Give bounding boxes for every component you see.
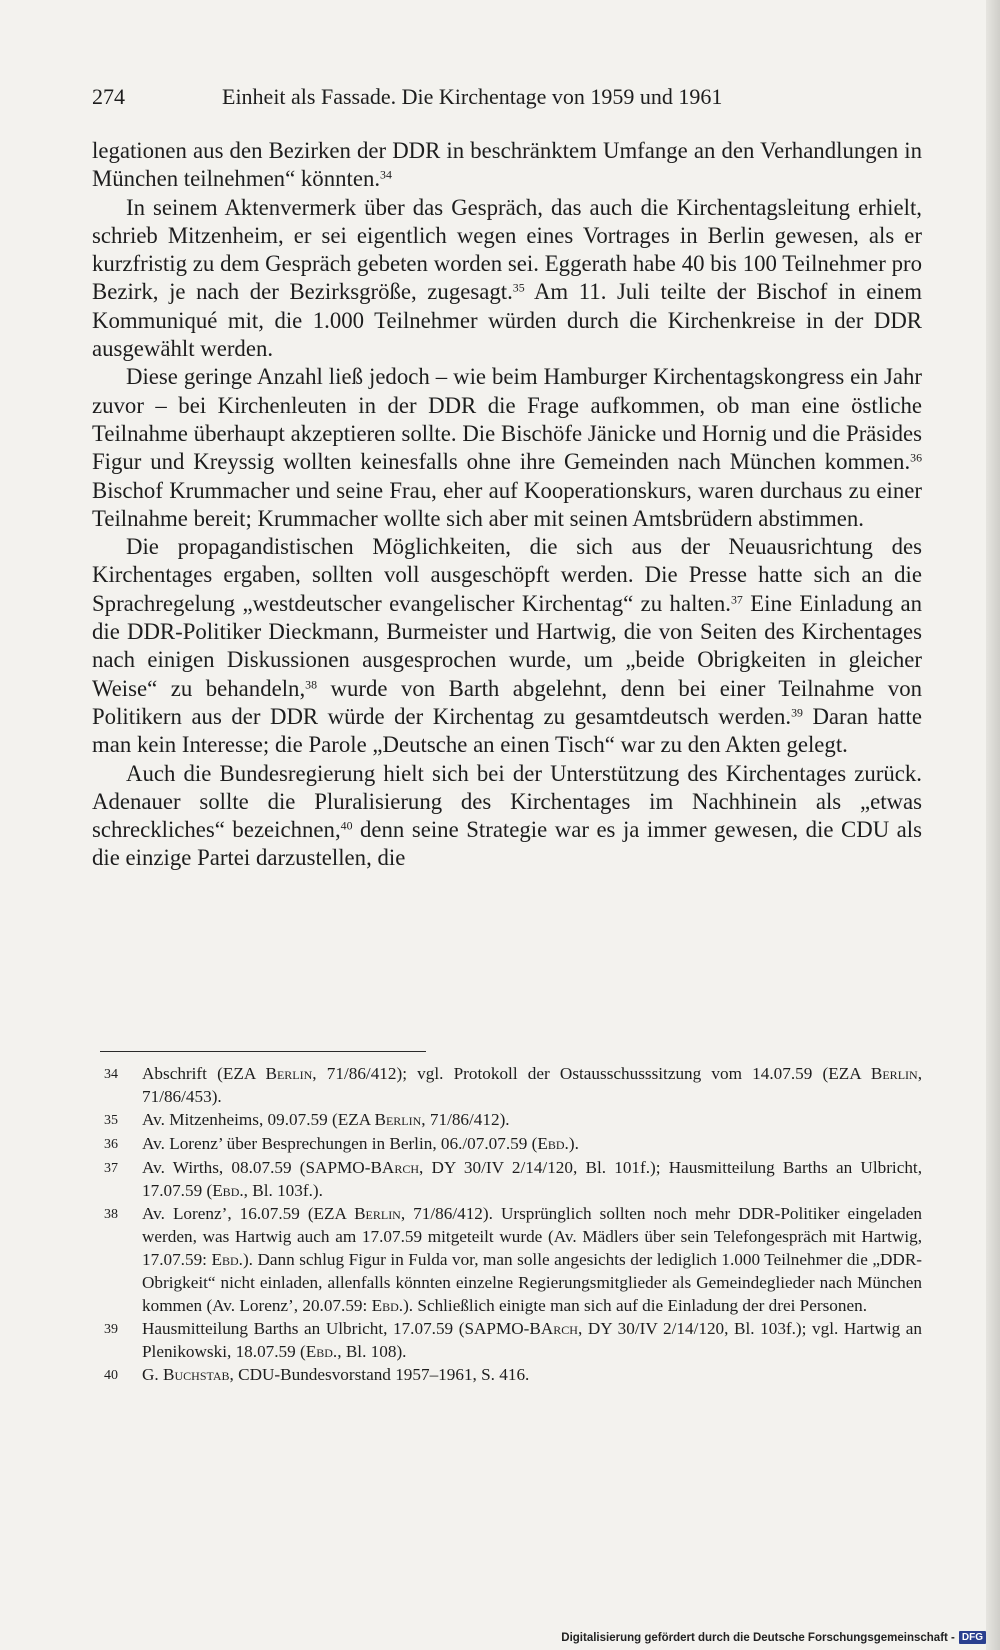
paragraph-5: Auch die Bundesregierung hielt sich bei der Unterstützung des Kirchentages zurück. Adenauer sollte die Pluralisierung des Kirchentages im Nachhinein als „etwas schreckliches“ bezeichnen,$^{40}$ denn seine Strategie war es ja immer gewesen, die CDU als die einzige Partei darzustellen, die xyxy=(92,760,922,871)
footnote-ref[interactable]: 38 xyxy=(305,677,317,692)
running-title: Einheit als Fassade. Die Kirchentage von 1959 und 1961 xyxy=(222,84,723,109)
footnote-text: Av. Lorenz’, 16.07.59 (EZA Berlin, 71/86/412). Ursprünglich sollten noch mehr DDR-Politiker eingeladen werden, was Hartwig auch am 17.07.59 mitgeteilt wurde (Av. Mädlers über sein Telefongespräch mit Hartwig, 17.07.59: Ebd.). Dann schlug Figur in Fulda vor, man solle angesichts der lediglich 1.000 Teilnehmer die „DDR-Obrigkeit“ nicht einladen, allenfalls könnten einzelne Regierungsmitglieder als Gemeindeglieder nach München kommen (Av. Lorenz’, 20.07.59: Ebd.). Schließlich einigte man sich auf die Einladung der drei Personen. xyxy=(142,1204,923,1315)
footnote-35 xyxy=(104,1108,922,1132)
footnote-rule xyxy=(100,1051,426,1052)
footnote-number: 37 xyxy=(104,1161,118,1176)
dfg-logo-icon: DFG xyxy=(959,1631,986,1644)
digitization-credit xyxy=(561,1631,986,1644)
footnote-number: 39 xyxy=(104,1322,118,1337)
credit-text: Digitalisierung gefördert durch die Deutsche Forschungsgemeinschaft - xyxy=(561,1631,955,1644)
footnote-40 xyxy=(104,1363,922,1387)
footnote-38 xyxy=(104,1202,922,1317)
footnote-34 xyxy=(104,1062,922,1108)
paragraph-3: Diese geringe Anzahl ließ jedoch – wie beim Hamburger Kirchentagskongress ein Jahr zuvor – bei Kirchenleuten in der DDR die Frage aufkommen, ob man eine östliche Teilnahme überhaupt akzeptieren sollte. Die Bischöfe Jänicke und Hornig und die Präsides Figur und Kreyssig wollten keinesfalls ohne ihre Gemeinden nach München kommen.$^{36}$ Bischof Krummacher und seine Frau, eher auf Kooperationskurs, waren durchaus zu einer Teilnahme bereit; Krummacher wollte sich aber mit seinen Amtsbrüdern abstimmen. xyxy=(92,364,922,531)
footnote-text: Av. Wirths, 08.07.59 (SAPMO-BArch, DY 30/IV 2/14/120, Bl. 101f.); Hausmitteilung Barths an Ulbricht, 17.07.59 (Ebd., Bl. 103f.). xyxy=(142,1158,922,1200)
footnote-number: 38 xyxy=(104,1207,118,1222)
footnote-number: 36 xyxy=(104,1137,118,1152)
page-number: 274 xyxy=(92,84,125,109)
paragraph-2: In seinem Aktenvermerk über das Gespräch, das auch die Kirchentagsleitung erhielt, schrieb Mitzenheim, er sei eigentlich wegen eines Vortrages in Berlin gewesen, als er kurzfristig zu dem Gespräch gebeten worden sei. Eggerath habe 40 bis 100 Teilnehmer pro Bezirk, je nach der Bezirksgröße, zugesagt.$^{35}$ Am 11. Juli teilte der Bischof in einem Kommuniqué mit, die 1.000 Teilnehmer würden durch die Kirchenkreise in der DDR ausgewählt werden. xyxy=(92,194,922,362)
paragraph-1: legationen aus den Bezirken der DDR in beschränktem Umfange an den Verhandlungen in München teilnehmen“ könnten.$^{34}$ xyxy=(92,138,922,192)
footnote-number: 35 xyxy=(104,1113,118,1128)
footnote-36 xyxy=(104,1132,922,1156)
footnote-text: Abschrift (EZA Berlin, 71/86/412); vgl. Protokoll der Ostausschusssitzung vom 14.07.59 (EZA Berlin, 71/86/453). xyxy=(142,1064,922,1106)
paragraph-4: Die propagandistischen Möglichkeiten, die sich aus der Neuausrichtung des Kirchentages ergaben, sollten voll ausgeschöpft werden. Die Presse hatte sich an die Sprachregelung „westdeutscher evangelischer Kirchentag“ zu halten.$^{37}$ Eine Einladung an die DDR-Politiker Dieckmann, Burmeister und Hartwig, die von Seiten des Kirchentages nach einigen Diskussionen ausgesprochen wurde, um „beide Obrigkeiten in gleicher Weise“ zu behandeln,$^{38}$ wurde von Barth abgelehnt, denn bei einer Teilnahme von Politikern aus der DDR würde der Kirchentag zu gesamtdeutsch werden.$^{39}$ Daran hatte man kein Interesse; die Parole „Deutsche an einen Tisch“ war zu den Akten gelegt. xyxy=(92,534,922,758)
footnote-number: 34 xyxy=(104,1067,118,1082)
footnote-ref[interactable]: 36 xyxy=(910,450,922,465)
footnote-number: 40 xyxy=(104,1368,118,1383)
footnote-text: Av. Mitzenheims, 09.07.59 (EZA Berlin, 71/86/412). xyxy=(142,1110,510,1129)
running-header xyxy=(92,82,922,112)
page-edge xyxy=(986,0,1000,1650)
footnote-text: G. Buchstab, CDU-Bundesvorstand 1957–1961, S. 416. xyxy=(142,1365,530,1384)
footnote-ref[interactable]: 37 xyxy=(730,592,743,607)
footnote-text: Av. Lorenz’ über Besprechungen in Berlin, 06./07.07.59 (Ebd.). xyxy=(142,1134,579,1153)
footnote-37 xyxy=(104,1156,922,1202)
footnotes xyxy=(104,1062,922,1387)
footnote-ref[interactable]: 35 xyxy=(512,281,525,296)
body-text xyxy=(92,137,922,873)
footnote-ref[interactable]: 34 xyxy=(380,167,392,182)
footnote-text: Hausmitteilung Barths an Ulbricht, 17.07.59 (SAPMO-BArch, DY 30/IV 2/14/120, Bl. 103f.); vgl. Hartwig an Plenikowski, 18.07.59 (Ebd., Bl. 108). xyxy=(142,1319,922,1361)
footnote-ref[interactable]: 39 xyxy=(791,705,803,720)
footnote-39 xyxy=(104,1317,922,1363)
footnote-ref[interactable]: 40 xyxy=(340,818,353,833)
